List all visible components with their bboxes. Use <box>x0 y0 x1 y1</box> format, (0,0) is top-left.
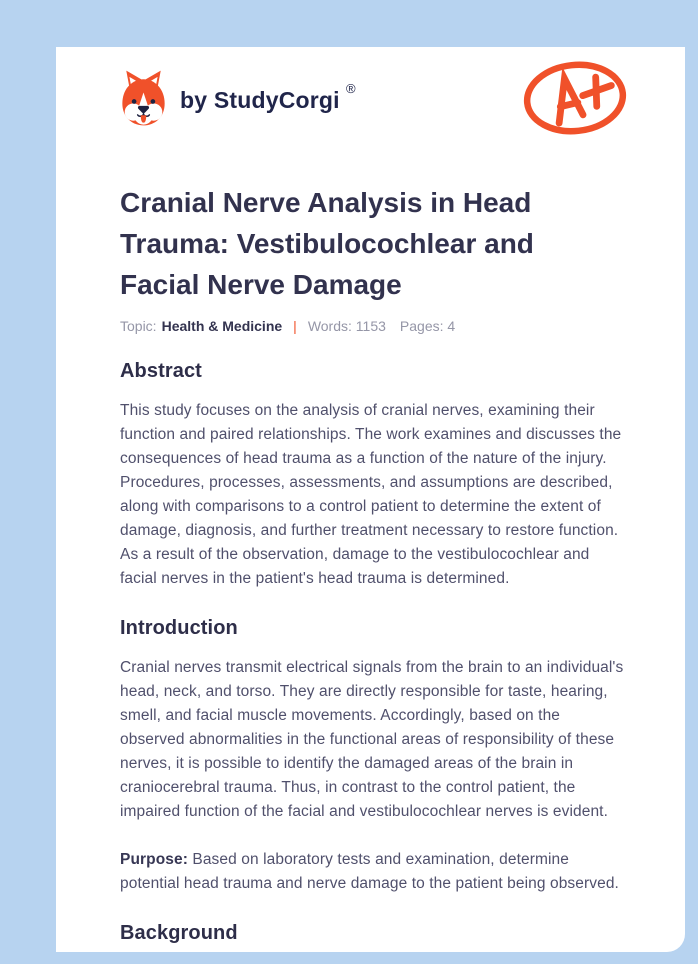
registered-mark: ® <box>346 81 356 96</box>
header <box>120 63 628 138</box>
page-title: Cranial Nerve Analysis in Head Trauma: Vestibulocochlear and Facial Nerve Damage <box>120 187 534 300</box>
purpose-paragraph <box>120 848 628 896</box>
topic-value: Health & Medicine <box>161 318 283 334</box>
background-heading: Background <box>120 922 238 944</box>
studycorgi-logo[interactable] <box>120 69 354 132</box>
corgi-icon <box>120 69 167 132</box>
meta-divider: | <box>293 318 297 334</box>
article-meta <box>120 318 628 334</box>
abstract-paragraph: This study focuses on the analysis of cranial nerves, examining their function and paired relationships. The work examines and discusses the consequences of head trauma as a function of the nature of the injury. Procedures, processes, assessments, and assumptions are described, along with comparisons to a control patient to determine the extent of damage, diagnosis, and further treatment necessary to restore function. As a result of the observation, damage to the vestibulocochlear and facial nerves in the patient's head trauma is determined. <box>120 402 622 587</box>
topic-label: Topic: <box>120 318 157 334</box>
purpose-text: Based on laboratory tests and examination, determine potential head trauma and nerve damage to the patient being observed. <box>120 851 619 892</box>
pages-count: Pages: 4 <box>399 318 456 334</box>
document-content <box>56 47 685 945</box>
introduction-heading: Introduction <box>120 617 238 639</box>
words-count: Words: 1153 <box>307 318 386 334</box>
brand-name: by StudyCorgi ® <box>180 81 356 113</box>
a-plus-badge-icon <box>522 59 628 142</box>
purpose-label: Purpose: <box>120 851 188 868</box>
abstract-heading: Abstract <box>120 360 202 382</box>
introduction-paragraph: Cranial nerves transmit electrical signals from the brain to an individual's head, neck, and torso. They are directly responsible for taste, hearing, smell, and facial muscle movements. Accordingly, based on the observed abnormalities in the functional areas of responsibility of these nerves, it is possible to identify the damaged areas of the brain in craniocerebral trauma. Thus, in contrast to the control patient, the impaired function of the facial and vestibulocochlear nerves is evident. <box>120 659 624 820</box>
document-card <box>56 47 685 952</box>
